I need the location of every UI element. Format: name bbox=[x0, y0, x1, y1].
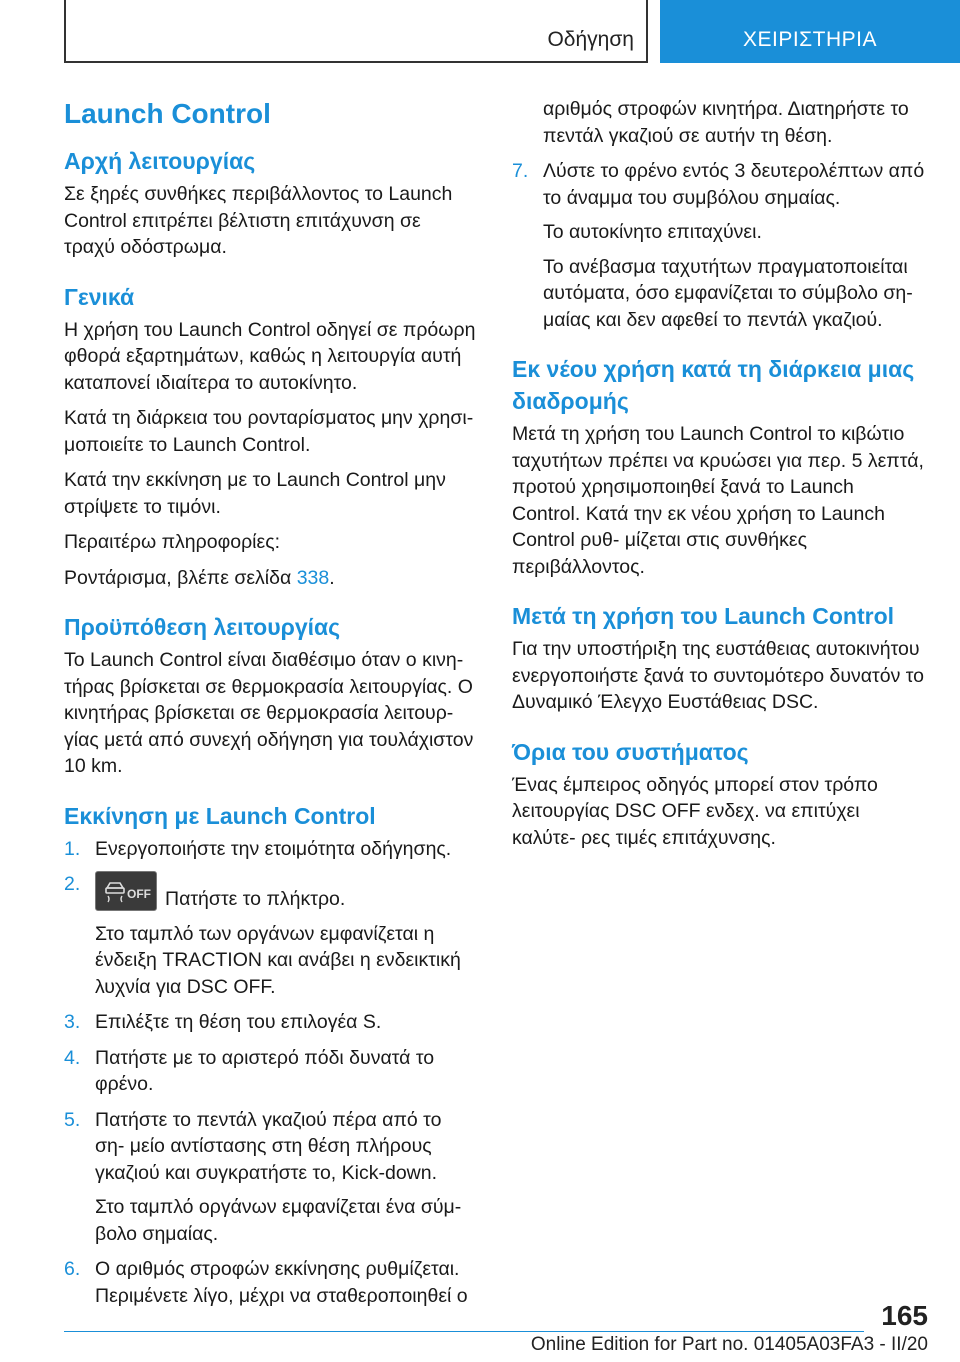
page-title: Launch Control bbox=[64, 98, 271, 129]
step-number: 7. bbox=[512, 160, 529, 182]
section-heading: Αρχή λειτουργίας bbox=[64, 148, 256, 174]
header-section-tab bbox=[64, 0, 648, 63]
section-prerequisite bbox=[64, 611, 476, 780]
list-item bbox=[64, 1045, 476, 1098]
list-item-continued bbox=[512, 96, 926, 149]
step-number: 4. bbox=[64, 1046, 81, 1069]
paragraph: Ένας έμπειρος οδηγός μπορεί στον τρόπο λειτουργίας DSC OFF ενδεχ. να επιτύχει καλύτε‐ ρες τιμές επιτάχυνσης. bbox=[512, 773, 878, 849]
step-number: 2. bbox=[64, 873, 81, 895]
section-after-use bbox=[512, 600, 926, 716]
section-reuse bbox=[512, 353, 926, 580]
step-text: Λύστε το φρένο εντός 3 δευτερολέπτων από το άναμμα του συμβόλου σημαίας. bbox=[543, 160, 925, 209]
footer-edition: Online Edition for Part no. 01405A03FA3 - II/20 bbox=[530, 1334, 928, 1355]
step-number: 5. bbox=[64, 1108, 81, 1131]
page-link[interactable]: 338 bbox=[296, 566, 330, 589]
paragraph: Για την υποστήριξη της ευστάθειας αυτοκινήτου ενεργοποιήστε ξανά το συντομότερο δυνατόν το Δυναμικό Έλεγχο Ευστάθειας DSC. bbox=[512, 638, 925, 713]
paragraph: Κατά την εκκίνηση με το Launch Control μην στρίψετε το τιμόνι. bbox=[64, 469, 446, 518]
step-number: 3. bbox=[64, 1011, 81, 1033]
section-general bbox=[64, 281, 476, 592]
paragraph: Σε ξηρές συνθήκες περιβάλλοντος το Launch Control επιτρέπει βέλτιστη επιτάχυνση σε τραχύ οδόστρωμα. bbox=[64, 183, 453, 258]
steps-list-continued bbox=[512, 96, 926, 333]
steps-list bbox=[64, 836, 476, 1310]
step-subtext: Στο ταμπλό των οργάνων εμφανίζεται η ένδειξη TRACTION και ανάβει η ενδεικτική λυχνία για DSC OFF. bbox=[95, 922, 461, 998]
step-subtext: Στο ταμπλό οργάνων εμφανίζεται ένα σύμ‐ βολο σημαίας. bbox=[95, 1196, 462, 1245]
right-column bbox=[512, 96, 926, 871]
step-text: Ο αριθμός στροφών εκκίνησης ρυθμίζεται. Περιμένετε λίγο, μέχρι να σταθεροποιηθεί ο bbox=[95, 1258, 468, 1307]
section-heading: Προϋπόθεση λειτουργίας bbox=[64, 614, 341, 640]
step-text-with-icon bbox=[95, 871, 476, 913]
step-text: Ενεργοποιήστε την ετοιμότητα οδήγησης. bbox=[95, 837, 452, 860]
section-heading: Εκκίνηση με Launch Control bbox=[64, 802, 376, 829]
step-text: Πατήστε το πεντάλ γκαζιού πέρα από το ση‐ μείο αντίστασης στη θέση πλήρους γκαζιού και συγκρατήστε το, Kick-down. bbox=[95, 1108, 442, 1184]
section-start-launch-control bbox=[64, 800, 476, 1310]
step-text: Επιλέξτε τη θέση του επιλογέα S. bbox=[95, 1011, 382, 1033]
list-item bbox=[64, 1107, 476, 1248]
section-system-limits bbox=[512, 736, 926, 852]
step-subtext: Το ανέβασμα ταχυτήτων πραγματοποιείται αυτόματα, όσο εμφανίζεται το σύμβολο ση‐ μαίας και δεν αφεθεί το πεντάλ γκαζιού. bbox=[543, 255, 913, 331]
section-heading: Γενικά bbox=[64, 283, 135, 310]
step-number: 6. bbox=[64, 1258, 81, 1280]
paragraph: Το Launch Control είναι διαθέσιμο όταν ο κινη‐ τήρας βρίσκεται σε θερμοκρασία λειτουργίας. Ο κινητήρας βρίσκεται σε θερμοκρασία λειτουρ‐ γίας μετά από συνεχή οδήγηση για τουλάχιστον 10 km. bbox=[64, 649, 474, 777]
paragraph: Μετά τη χρήση του Launch Control το κιβώτιο ταχυτήτων πρέπει να κρυώσει για περ. 5 λεπτά, προτού χρησιμοποιηθεί ξανά το Launch Control. Κατά την εκ νέου χρήση το Launch Control ρυθ‐ μίζεται στις συνθήκες περιβάλλοντος. bbox=[512, 423, 924, 578]
step-number: 1. bbox=[64, 837, 81, 860]
header-section-label: Οδήγηση bbox=[547, 28, 634, 51]
list-item bbox=[64, 836, 476, 863]
header-chapter-tab bbox=[660, 0, 960, 63]
traction-off-button-icon bbox=[95, 871, 157, 911]
footer-divider bbox=[64, 1331, 864, 1332]
reference-text: Ροντάρισμα, βλέπε σελίδα bbox=[64, 566, 297, 589]
section-heading: Μετά τη χρήση του Launch Control bbox=[512, 603, 895, 629]
page-number: 165 bbox=[881, 1300, 928, 1331]
car-skid-icon bbox=[102, 877, 128, 903]
off-label: OFF bbox=[127, 887, 151, 901]
list-item bbox=[64, 1256, 476, 1309]
reference-end: . bbox=[329, 566, 335, 589]
header-chapter-label: ΧΕΙΡΙΣΤΗΡΙΑ bbox=[742, 28, 877, 51]
section-heading: Εκ νέου χρήση κατά τη διάρκεια μιας διαδρομής bbox=[512, 356, 915, 414]
section-operating-principle bbox=[64, 145, 476, 261]
list-item bbox=[64, 871, 476, 1000]
paragraph: Κατά τη διάρκεια του ρονταρίσματος μην χρησι‐ μοποιείτε το Launch Control. bbox=[64, 407, 474, 456]
step-text: αριθμός στροφών κινητήρα. Διατηρήστε το πεντάλ γκαζιού σε αυτήν τη θέση. bbox=[543, 98, 909, 147]
paragraph-reference bbox=[64, 565, 476, 592]
step-text: Πατήστε το πλήκτρο. bbox=[165, 888, 346, 910]
step-text: Πατήστε με το αριστερό πόδι δυνατά το φρένο. bbox=[95, 1046, 435, 1095]
step-subtext: Το αυτοκίνητο επιταχύνει. bbox=[543, 221, 762, 243]
paragraph: Η χρήση του Launch Control οδηγεί σε πρόωρη φθορά εξαρτημάτων, καθώς η λειτουργία αυτή καταπονεί ιδιαίτερα το αυτοκίνητο. bbox=[64, 318, 476, 394]
list-item bbox=[512, 158, 926, 333]
left-column bbox=[64, 96, 476, 1329]
paragraph: Περαιτέρω πληροφορίες: bbox=[64, 531, 281, 553]
section-heading: Όρια του συστήματος bbox=[512, 738, 749, 765]
list-item bbox=[64, 1009, 476, 1036]
